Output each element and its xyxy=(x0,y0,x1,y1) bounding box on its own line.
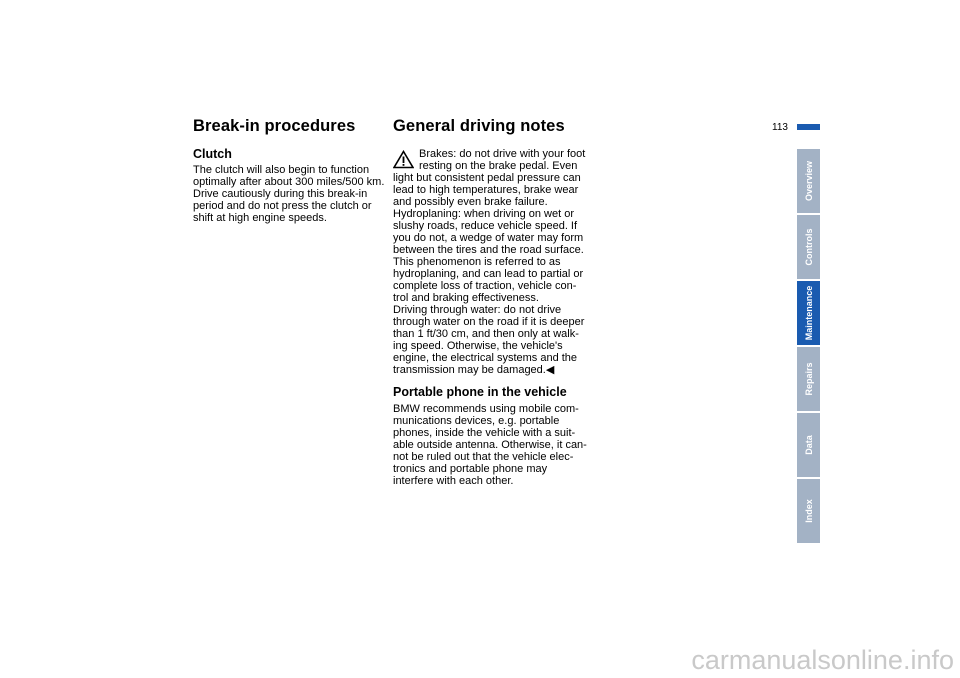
warning-text-line: hydroplaning, and can lead to partial or xyxy=(393,268,584,280)
tab-repairs-label: Repairs xyxy=(803,362,814,396)
tab-overview[interactable] xyxy=(797,149,820,213)
warning-text-line: transmission may be damaged.◀ xyxy=(393,364,555,376)
warning-text-line: and possibly even brake failure. xyxy=(393,196,548,208)
tab-index[interactable] xyxy=(797,479,820,543)
clutch-subheading: Clutch xyxy=(193,147,232,161)
warning-triangle-icon xyxy=(393,150,414,169)
warning-text-line: Driving through water: do not drive xyxy=(393,304,562,316)
phone-text-line: able outside antenna. Otherwise, it can- xyxy=(393,439,587,451)
page-number: 113 xyxy=(772,122,788,133)
tab-controls-label: Controls xyxy=(803,228,814,266)
warning-text-line: you do not, a wedge of water may form xyxy=(393,232,584,244)
clutch-text-line: Drive cautiously during this break-in xyxy=(193,188,368,200)
clutch-text-line: optimally after about 300 miles/500 km. xyxy=(193,176,385,188)
warning-text-line: light but consistent pedal pressure can xyxy=(393,172,581,184)
warning-text-line: lead to high temperatures, brake wear xyxy=(393,184,579,196)
clutch-text-line: The clutch will also begin to function xyxy=(193,164,370,176)
break-in-procedures-heading: Break-in procedures xyxy=(193,117,356,135)
warning-text-line: Hydroplaning: when driving on wet or xyxy=(393,208,574,220)
phone-text-line: interfere with each other. xyxy=(393,475,514,487)
phone-text-line: not be ruled out that the vehicle elec- xyxy=(393,451,574,463)
tab-overview-label: Overview xyxy=(803,160,814,202)
portable-phone-subheading: Portable phone in the vehicle xyxy=(393,385,567,399)
warning-text-line: Brakes: do not drive with your foot xyxy=(419,148,586,160)
tab-controls[interactable] xyxy=(797,215,820,279)
clutch-text-line: shift at high engine speeds. xyxy=(193,212,327,224)
tab-maintenance[interactable] xyxy=(797,281,820,345)
tab-index-label: Index xyxy=(803,499,814,523)
warning-text-line: than 1 ft/30 cm, and then only at walk- xyxy=(393,328,579,340)
tab-data[interactable] xyxy=(797,413,820,477)
warning-text-line: slushy roads, reduce vehicle speed. If xyxy=(393,220,578,232)
clutch-text-line: period and do not press the clutch or xyxy=(193,200,372,212)
phone-text-line: tronics and portable phone may xyxy=(393,463,548,475)
tab-repairs[interactable] xyxy=(797,347,820,411)
warning-text-line: engine, the electrical systems and the xyxy=(393,352,578,364)
warning-text-line: between the tires and the road surface. xyxy=(393,244,584,256)
phone-text-line: phones, inside the vehicle with a suit- xyxy=(393,427,576,439)
page-accent-bar xyxy=(797,124,820,130)
warning-text-line: complete loss of traction, vehicle con- xyxy=(393,280,577,292)
warning-text-line: trol and braking effectiveness. xyxy=(393,292,539,304)
warning-text-line: resting on the brake pedal. Even xyxy=(419,160,578,172)
warning-text-line: ing speed. Otherwise, the vehicle's xyxy=(393,340,563,352)
phone-text-line: BMW recommends using mobile com- xyxy=(393,403,579,415)
tab-maintenance-label: Maintenance xyxy=(803,285,814,341)
watermark-text: carmanualsonline.info xyxy=(691,645,954,675)
warning-text-line: through water on the road if it is deeper xyxy=(393,316,585,328)
tab-data-label: Data xyxy=(803,435,814,455)
general-driving-notes-heading: General driving notes xyxy=(393,117,565,135)
warning-text-line: This phenomenon is referred to as xyxy=(393,256,561,268)
phone-text-line: munications devices, e.g. portable xyxy=(393,415,560,427)
